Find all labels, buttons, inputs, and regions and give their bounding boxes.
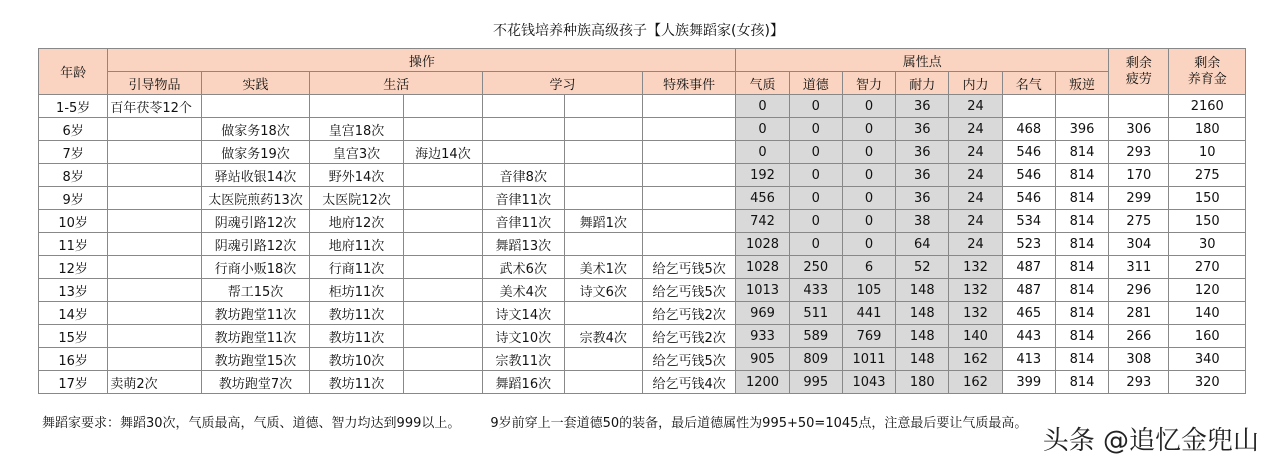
cell-qizhi: 0 (736, 95, 789, 118)
cell-zhili: 769 (842, 325, 895, 348)
cell-age: 13岁 (39, 279, 108, 302)
cell-life2 (403, 348, 482, 371)
cell-special: 给乞丐钱5次 (642, 279, 736, 302)
cell-mingqi: 546 (1002, 164, 1055, 187)
cell-life1: 野外14次 (310, 164, 403, 187)
cell-zhili: 0 (842, 164, 895, 187)
cell-panni (1055, 95, 1108, 118)
header-study: 学习 (483, 72, 643, 95)
cell-study2: 美术1次 (564, 256, 642, 279)
table-row (39, 279, 1246, 302)
cell-naili: 148 (896, 279, 949, 302)
cell-fatigue: 306 (1109, 118, 1169, 141)
cell-neili: 24 (949, 118, 1002, 141)
cell-life1: 教坊11次 (310, 302, 403, 325)
header-gold: 剩余 养育金 (1169, 49, 1246, 95)
cell-naili: 64 (896, 233, 949, 256)
table-row (39, 348, 1246, 371)
cell-qizhi: 1200 (736, 371, 789, 394)
cell-life2 (403, 325, 482, 348)
cell-zhili: 1043 (842, 371, 895, 394)
cell-special (642, 118, 736, 141)
cell-prac: 阴魂引路12次 (201, 210, 310, 233)
cell-life1: 皇宫3次 (310, 141, 403, 164)
cell-fatigue: 299 (1109, 187, 1169, 210)
cell-panni: 814 (1055, 348, 1108, 371)
header-neili: 内力 (949, 72, 1002, 95)
cell-gold: 180 (1169, 118, 1246, 141)
cell-life1: 地府12次 (310, 210, 403, 233)
cell-study2 (564, 187, 642, 210)
header-life: 生活 (310, 72, 483, 95)
cell-study1: 宗教11次 (483, 348, 564, 371)
cell-panni: 814 (1055, 187, 1108, 210)
cell-life1: 教坊11次 (310, 325, 403, 348)
cell-neili: 140 (949, 325, 1002, 348)
header-practice: 实践 (201, 72, 310, 95)
header-mingqi: 名气 (1002, 72, 1055, 95)
cell-fatigue: 304 (1109, 233, 1169, 256)
cell-life1: 皇宫18次 (310, 118, 403, 141)
cell-special: 给乞丐钱4次 (642, 371, 736, 394)
cell-gold: 160 (1169, 325, 1246, 348)
cell-study2 (564, 164, 642, 187)
header-age: 年龄 (39, 49, 108, 95)
cell-age: 16岁 (39, 348, 108, 371)
cell-item (108, 325, 201, 348)
cell-zhili: 441 (842, 302, 895, 325)
cell-gold: 275 (1169, 164, 1246, 187)
cell-daode: 433 (789, 279, 842, 302)
cell-life1: 柜坊11次 (310, 279, 403, 302)
cell-mingqi: 487 (1002, 279, 1055, 302)
footnote (42, 412, 1027, 431)
cell-neili: 24 (949, 95, 1002, 118)
cell-naili: 36 (896, 95, 949, 118)
cell-daode: 0 (789, 187, 842, 210)
table-row (39, 210, 1246, 233)
cell-fatigue: 170 (1109, 164, 1169, 187)
cell-prac: 帮工15次 (201, 279, 310, 302)
cell-panni: 814 (1055, 325, 1108, 348)
cell-special (642, 233, 736, 256)
cell-naili: 36 (896, 187, 949, 210)
cell-zhili: 0 (842, 187, 895, 210)
cell-fatigue: 308 (1109, 348, 1169, 371)
cell-fatigue: 266 (1109, 325, 1169, 348)
cell-gold: 10 (1169, 141, 1246, 164)
cell-special (642, 141, 736, 164)
cell-special: 给乞丐钱2次 (642, 302, 736, 325)
table-body (39, 95, 1246, 394)
cell-life1: 教坊11次 (310, 371, 403, 394)
cell-study2: 舞蹈1次 (564, 210, 642, 233)
cell-qizhi: 933 (736, 325, 789, 348)
cell-daode: 0 (789, 141, 842, 164)
cell-life2 (403, 279, 482, 302)
cell-fatigue: 293 (1109, 141, 1169, 164)
cell-fatigue (1109, 95, 1169, 118)
cell-gold: 150 (1169, 210, 1246, 233)
table-row (39, 187, 1246, 210)
cell-study2 (564, 141, 642, 164)
cell-qizhi: 0 (736, 118, 789, 141)
header-item: 引导物品 (108, 72, 201, 95)
cell-life1 (310, 95, 403, 118)
cell-item (108, 118, 201, 141)
cell-age: 7岁 (39, 141, 108, 164)
cell-zhili: 0 (842, 210, 895, 233)
cell-gold: 320 (1169, 371, 1246, 394)
cell-study2 (564, 348, 642, 371)
cell-study2: 宗教4次 (564, 325, 642, 348)
cell-item: 卖萌2次 (108, 371, 201, 394)
cell-daode: 0 (789, 210, 842, 233)
cell-special: 给乞丐钱5次 (642, 256, 736, 279)
header-attrs: 属性点 (736, 49, 1109, 72)
cell-panni: 814 (1055, 302, 1108, 325)
table-row (39, 141, 1246, 164)
header-special: 特殊事件 (642, 72, 736, 95)
cell-fatigue: 281 (1109, 302, 1169, 325)
cell-mingqi: 413 (1002, 348, 1055, 371)
cell-study1: 舞蹈13次 (483, 233, 564, 256)
cell-gold: 2160 (1169, 95, 1246, 118)
header-qizhi: 气质 (736, 72, 789, 95)
cell-study2 (564, 302, 642, 325)
cell-special (642, 95, 736, 118)
cell-gold: 340 (1169, 348, 1246, 371)
cell-study1: 诗文14次 (483, 302, 564, 325)
cell-neili: 162 (949, 348, 1002, 371)
cell-mingqi: 468 (1002, 118, 1055, 141)
cell-neili: 162 (949, 371, 1002, 394)
cell-life1: 教坊10次 (310, 348, 403, 371)
cell-naili: 36 (896, 141, 949, 164)
cell-prac: 太医院煎药13次 (201, 187, 310, 210)
cell-age: 15岁 (39, 325, 108, 348)
cell-mingqi: 546 (1002, 141, 1055, 164)
cell-gold: 270 (1169, 256, 1246, 279)
cell-prac: 驿站收银14次 (201, 164, 310, 187)
cell-study1 (483, 141, 564, 164)
cell-item (108, 302, 201, 325)
training-table (38, 48, 1246, 394)
cell-panni: 814 (1055, 210, 1108, 233)
cell-qizhi: 905 (736, 348, 789, 371)
cell-special (642, 187, 736, 210)
cell-naili: 36 (896, 118, 949, 141)
cell-prac: 教坊跑堂11次 (201, 325, 310, 348)
cell-neili: 132 (949, 279, 1002, 302)
cell-prac: 阴魂引路12次 (201, 233, 310, 256)
cell-naili: 180 (896, 371, 949, 394)
cell-naili: 36 (896, 164, 949, 187)
cell-daode: 511 (789, 302, 842, 325)
cell-gold: 120 (1169, 279, 1246, 302)
header-zhili: 智力 (842, 72, 895, 95)
cell-item (108, 233, 201, 256)
table-row (39, 164, 1246, 187)
cell-study1: 音律11次 (483, 210, 564, 233)
table-row (39, 233, 1246, 256)
cell-special (642, 210, 736, 233)
cell-life1: 地府11次 (310, 233, 403, 256)
cell-mingqi: 523 (1002, 233, 1055, 256)
cell-daode: 250 (789, 256, 842, 279)
cell-panni: 814 (1055, 371, 1108, 394)
cell-daode: 0 (789, 233, 842, 256)
table-row (39, 118, 1246, 141)
cell-naili: 38 (896, 210, 949, 233)
cell-qizhi: 742 (736, 210, 789, 233)
header-panni: 叛逆 (1055, 72, 1108, 95)
cell-naili: 52 (896, 256, 949, 279)
cell-neili: 132 (949, 256, 1002, 279)
cell-study2 (564, 118, 642, 141)
cell-daode: 589 (789, 325, 842, 348)
cell-neili: 24 (949, 233, 1002, 256)
cell-mingqi: 487 (1002, 256, 1055, 279)
cell-qizhi: 192 (736, 164, 789, 187)
cell-study1: 美术4次 (483, 279, 564, 302)
cell-item (108, 348, 201, 371)
cell-prac: 行商小贩18次 (201, 256, 310, 279)
cell-naili: 148 (896, 302, 949, 325)
cell-age: 11岁 (39, 233, 108, 256)
cell-panni: 814 (1055, 279, 1108, 302)
cell-qizhi: 1028 (736, 256, 789, 279)
table-row (39, 95, 1246, 118)
cell-qizhi: 0 (736, 141, 789, 164)
cell-study1: 音律11次 (483, 187, 564, 210)
cell-study2 (564, 95, 642, 118)
cell-life2 (403, 118, 482, 141)
cell-zhili: 1011 (842, 348, 895, 371)
cell-neili: 24 (949, 141, 1002, 164)
cell-neili: 132 (949, 302, 1002, 325)
cell-item: 百年茯苓12个 (108, 95, 201, 118)
cell-life2 (403, 210, 482, 233)
table-row (39, 302, 1246, 325)
watermark: 头条 @追忆金兜山 (1039, 420, 1263, 457)
cell-mingqi: 534 (1002, 210, 1055, 233)
cell-life2 (403, 233, 482, 256)
cell-life2 (403, 256, 482, 279)
cell-life2 (403, 164, 482, 187)
cell-life2 (403, 95, 482, 118)
cell-item (108, 279, 201, 302)
cell-life1: 行商11次 (310, 256, 403, 279)
cell-item (108, 164, 201, 187)
page-title: 不花钱培养种族高级孩子【人族舞蹈家(女孩)】 (493, 23, 784, 39)
cell-fatigue: 275 (1109, 210, 1169, 233)
table-row (39, 371, 1246, 394)
cell-panni: 814 (1055, 164, 1108, 187)
equipment-note: 9岁前穿上一套道德50的装备，最后道德属性为995+50=1045点，注意最后要让气质最高。 (490, 416, 1028, 431)
cell-special: 给乞丐钱2次 (642, 325, 736, 348)
cell-study1: 舞蹈16次 (483, 371, 564, 394)
cell-prac: 做家务18次 (201, 118, 310, 141)
cell-life2: 海边14次 (403, 141, 482, 164)
cell-qizhi: 456 (736, 187, 789, 210)
cell-study1: 诗文10次 (483, 325, 564, 348)
cell-life2 (403, 371, 482, 394)
cell-study1 (483, 118, 564, 141)
cell-age: 9岁 (39, 187, 108, 210)
cell-prac (201, 95, 310, 118)
cell-daode: 0 (789, 164, 842, 187)
cell-neili: 24 (949, 210, 1002, 233)
cell-fatigue: 311 (1109, 256, 1169, 279)
header-fatigue: 剩余 疲劳 (1109, 49, 1169, 95)
cell-zhili: 105 (842, 279, 895, 302)
cell-study2 (564, 371, 642, 394)
cell-special (642, 164, 736, 187)
header-naili: 耐力 (896, 72, 949, 95)
cell-life2 (403, 302, 482, 325)
cell-study2: 诗文6次 (564, 279, 642, 302)
cell-qizhi: 1028 (736, 233, 789, 256)
cell-daode: 0 (789, 118, 842, 141)
cell-item (108, 187, 201, 210)
cell-special: 给乞丐钱5次 (642, 348, 736, 371)
cell-life1: 太医院12次 (310, 187, 403, 210)
cell-daode: 0 (789, 95, 842, 118)
cell-zhili: 0 (842, 141, 895, 164)
cell-fatigue: 296 (1109, 279, 1169, 302)
cell-panni: 814 (1055, 256, 1108, 279)
cell-zhili: 0 (842, 233, 895, 256)
cell-study1: 音律8次 (483, 164, 564, 187)
cell-mingqi: 443 (1002, 325, 1055, 348)
header-ops: 操作 (108, 49, 736, 72)
cell-panni: 814 (1055, 233, 1108, 256)
requirement-note: 舞蹈家要求：舞蹈30次，气质最高，气质、道德、智力均达到999以上。 (42, 416, 461, 431)
cell-study1 (483, 95, 564, 118)
cell-mingqi: 465 (1002, 302, 1055, 325)
header-daode: 道德 (789, 72, 842, 95)
cell-zhili: 0 (842, 95, 895, 118)
cell-age: 17岁 (39, 371, 108, 394)
cell-panni: 814 (1055, 141, 1108, 164)
cell-prac: 做家务19次 (201, 141, 310, 164)
cell-study2 (564, 233, 642, 256)
cell-daode: 995 (789, 371, 842, 394)
cell-mingqi (1002, 95, 1055, 118)
cell-age: 14岁 (39, 302, 108, 325)
table-row (39, 325, 1246, 348)
table-row (39, 256, 1246, 279)
cell-zhili: 6 (842, 256, 895, 279)
cell-naili: 148 (896, 348, 949, 371)
cell-gold: 30 (1169, 233, 1246, 256)
cell-mingqi: 399 (1002, 371, 1055, 394)
cell-age: 12岁 (39, 256, 108, 279)
cell-age: 8岁 (39, 164, 108, 187)
cell-qizhi: 1013 (736, 279, 789, 302)
cell-neili: 24 (949, 164, 1002, 187)
cell-gold: 150 (1169, 187, 1246, 210)
cell-daode: 809 (789, 348, 842, 371)
cell-study1: 武术6次 (483, 256, 564, 279)
cell-fatigue: 293 (1109, 371, 1169, 394)
cell-prac: 教坊跑堂11次 (201, 302, 310, 325)
cell-naili: 148 (896, 325, 949, 348)
cell-age: 6岁 (39, 118, 108, 141)
cell-panni: 396 (1055, 118, 1108, 141)
cell-prac: 教坊跑堂7次 (201, 371, 310, 394)
cell-age: 1-5岁 (39, 95, 108, 118)
cell-qizhi: 969 (736, 302, 789, 325)
cell-item (108, 256, 201, 279)
cell-item (108, 141, 201, 164)
cell-neili: 24 (949, 187, 1002, 210)
cell-age: 10岁 (39, 210, 108, 233)
cell-mingqi: 546 (1002, 187, 1055, 210)
cell-zhili: 0 (842, 118, 895, 141)
cell-gold: 140 (1169, 302, 1246, 325)
cell-life2 (403, 187, 482, 210)
cell-item (108, 210, 201, 233)
cell-prac: 教坊跑堂15次 (201, 348, 310, 371)
